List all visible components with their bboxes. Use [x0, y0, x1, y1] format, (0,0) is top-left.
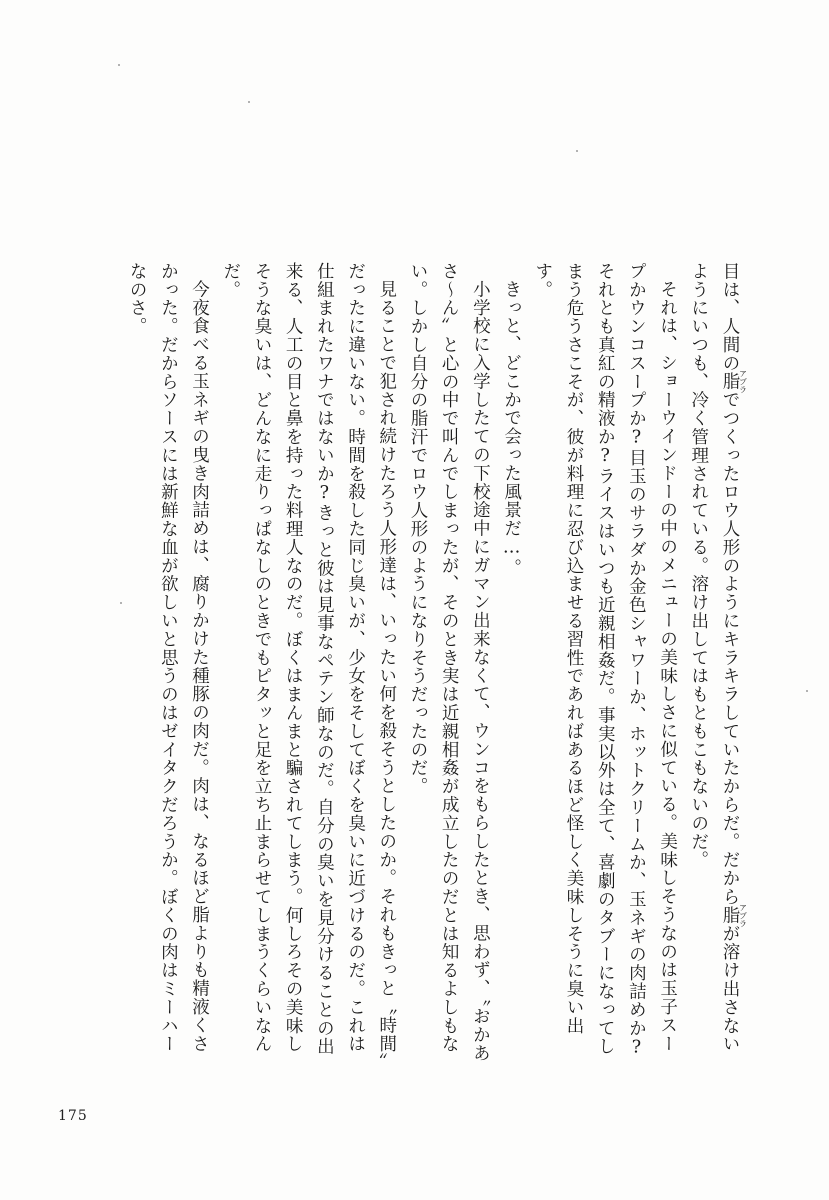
- text-run: 小学校に入学したての下校途中にガマン出来なくて、ウンコをもらしたとき、思わず、〝おかあさ〜ん〟と心の中で叫んでしまったが、そのとき実は近親相姦が成立したのだとは知るよしもない。しかし自分の脂汗でロウ人形のようになりそうだったのだ。: [407, 262, 491, 1062]
- ruby-word: 脂アブラ: [720, 369, 748, 394]
- text-run: きっと、どこかで会った風景だ…。: [501, 279, 522, 577]
- text-run: でつくったロウ人形のようにキラキラしていたからだ。だから: [720, 390, 740, 907]
- text-run: 今夜食べる玉ネギの曳き肉詰めは、腐りかけた種豚の肉だ。肉は、なるほど脂よりも精液くさかった。だからソースには新鮮な血が欲しいと思うのはゼイタクだろうか。ぼくの肉はミーハーなのさ。: [127, 262, 210, 1054]
- paper-speck: [118, 64, 120, 66]
- paper-speck: [248, 101, 250, 103]
- text-run: それは、ショーウインドーの中のメニューの美味しさに似ている。美味しそうなのは玉子スープかウンコスープか?目玉のサラダか金色シャワーか、ホットクリームか、玉ネギの肉詰めか?それとも真紅の精液か?ライスはいつも近親相姦だ。事実以外は全て、喜劇のタブーになってしまう危うさこそが、彼が料理に忍び込ませる習性であればあるほど怪しく美味しそうに臭い出す。: [532, 262, 678, 1059]
- ruby-word: 脂アブラ: [720, 903, 748, 928]
- page-number: 175: [58, 1108, 88, 1124]
- text-run: 目は、人間の: [720, 262, 740, 373]
- body-text: [127, 262, 747, 1062]
- furigana: アブラ: [738, 369, 748, 394]
- paragraph-5: [215, 262, 402, 1062]
- paragraph-1: [683, 262, 747, 1062]
- text-run: 見ることで犯され続けたろう人形達は、いったい何を殺そうとしたのか。それもきっと〝時間〟だったに違いない。時間を殺した同じ臭いが、少女をそしてぼくを臭いに近づけるのだ。これは仕組まれたワナではないか?きっと彼は見事なペテン師なのだ。自分の臭いを見分けることの出来る、人工の目と鼻を持った料理人なのだ。ぼくはまんまと騙されてしまう。何しろその美味しそうな臭いは、どんなに走りっぱなしのときでもピタッと足を立ち止まらせてしまうくらいなんだ。: [220, 262, 397, 1062]
- text-run: が溶け出さないようにいつも、冷く管理されている。溶け出してはもともこもないのだ。: [688, 262, 740, 1054]
- paragraph-2: [527, 262, 683, 1062]
- paragraph-3: [495, 262, 526, 1062]
- paper-speck: [120, 602, 122, 604]
- paper-speck: [576, 150, 578, 152]
- paper-speck: [806, 690, 808, 692]
- furigana: アブラ: [738, 903, 748, 928]
- paragraph-4: [402, 262, 496, 1062]
- paragraph-6: [121, 262, 215, 1062]
